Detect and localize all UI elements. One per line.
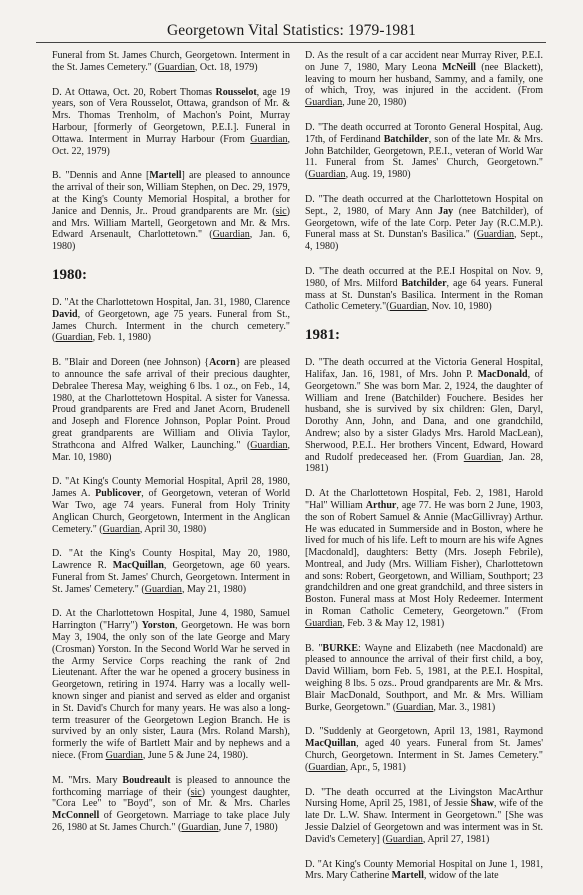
surname: Arthur (365, 499, 397, 511)
entry-text: , Mar. 3., 1981) (433, 701, 496, 713)
surname: Publicover (95, 488, 142, 500)
entry-text: D. At the Charlottetown Hospital, June 4, 1980, Samuel Harrington ("Harry") (52, 608, 290, 632)
record-entry (305, 726, 543, 773)
entry-text: , April 30, 1980) (139, 523, 207, 535)
source-citation: Guardian (250, 439, 288, 451)
entry-text: , Nov. 10, 1980) (426, 301, 492, 313)
entry-text: , of Georgetown, veteran of World War Two, age 74 years. Funeral from Holy Trinity Anglican Church, Georgetown, Interment in the Anglican Cemetery." ( (52, 488, 291, 535)
entry-text: , age 64 years. Funeral mass at St. Dunstan's Basilica. Interment in the Roman Catholic Cemetery."( (305, 277, 543, 313)
right-column (305, 50, 543, 895)
title-rule (36, 42, 546, 43)
year-heading: 1981: (305, 327, 340, 344)
source-citation: Guardian (305, 617, 343, 629)
record-entry (305, 122, 543, 181)
entry-text: , Feb. 1, 1980) (92, 332, 151, 344)
surname: Yorston (141, 620, 175, 632)
entry-text: , age 77. He was born 2 June, 1903, the son of Robert Samuel & Annie (MacGillivray) Arthur. He was educated in Summerside and in Boston, where he lived for much of his life. Left to mourn are his wife Agnes [Macdonald], daughters: Betty (Mrs. Joseph Febrile), Montreal, and Judy (Mrs. William Fisher), Charlottetown and sons: Robert, Georgetown, and William, Southport; 23 grandchildren and one great grandchild, and three sisters in Boston. Funeral mass at Most Holy Redeemer. Interment in Roman Catholic Cemetery, Georgetown." (From (305, 499, 544, 618)
record-entry (52, 476, 290, 535)
left-column (52, 50, 290, 847)
entry-text: is pleased to announce the forthcoming marriage of their ( (52, 774, 291, 798)
entry-text: } are pleased to announce the safe arrival of their precious daughter, Debralee Theresa May, weighing 6 lbs. 1 oz., on Feb., 14, 1980, at the Charlottetown Hospital. A sister for Vanessa. Proud grandparents are Fred and Janet Acorn, Brudenell and Joseph and Florence Johnson, Poplar Point. Proud great grandparents are William and Olivia Taylor, Strathcona and Alfred Walker, Launching." ( (52, 357, 290, 451)
source-citation: sic (275, 205, 287, 217)
surname: Batchilder (383, 133, 429, 145)
surname: McConnell (52, 810, 100, 822)
entry-text: ) and Mrs. William Martell, Georgetown and Mr. & Mrs. Edward Arsenault, Charlottetown." ( (52, 205, 290, 241)
entry-text: , June 7, 1980) (218, 822, 278, 834)
entry-text: M. "Mrs. Mary (52, 774, 123, 786)
entry-text: , son of the late Mr. & Mrs. John Batchilder, Georgetown, P.E.I., veteran of World War 11. Funeral from St. James' Church, Georgetown." ( (305, 133, 544, 181)
record-entry (52, 297, 290, 344)
entry-text: , Georgetown, age 60 years. Funeral from St. James' Church, Georgetown. Interment in St. James' Cemetery." ( (52, 560, 290, 595)
entry-text: ) youngest daughter, "Cora Lee" to "Boyd", son of Mr. & Mrs. Charles (52, 786, 290, 810)
entry-text: D. "At King's County Memorial Hospital, April 28, 1980, James A. (52, 476, 290, 500)
record-entry (52, 357, 290, 463)
entry-text: (nee Blackett), leaving to mourn her husband, Sammy, and a family, one of which, Troy, was injured in the accident. (From (305, 61, 543, 97)
entry-text: , wife of the late Dr. L.W. Shaw. Interment in Georgetown." [She was Jessie Dalziel of Georgetown and was interment was in St. David's Cemetery] ( (305, 798, 543, 845)
entry-text: D. "The death occurred at the Victoria General Hospital, Halifax, Jan. 16, 1981, of Mrs. John P. (305, 357, 543, 380)
entry-text: , Oct. 22, 1979) (52, 133, 290, 157)
entry-text: D. "At the Charlottetown Hospital, Jan. 31, 1980, Clarence (52, 296, 290, 308)
record-entry (305, 488, 543, 630)
entry-text: D. At Ottawa, Oct. 20, Robert Thomas (52, 86, 216, 98)
source-citation: Guardian (55, 332, 93, 344)
surname: Martell (391, 870, 424, 882)
entry-text: , April 27, 1981) (422, 833, 490, 845)
surname: Boudreault (122, 774, 171, 786)
entry-text: D. "The death occurred at the Charlottetown Hospital on Sept., 2, 1980, of Mary Ann (305, 193, 543, 217)
surname: MacDonald (477, 368, 528, 380)
entry-text: , widow of the late (423, 870, 499, 882)
record-entry (305, 50, 543, 109)
entry-text: : Wayne and Elizabeth (nee Macdonald) are pleased to announce the arrival of their first child, a boy, David William, born Feb. 5, 1981, at the P.E.I. Hospital, weighing 8 lbs. 5 ozs.. Proud grandparents are Mr. & Mrs. Blair MacDonald, Southport, and Mr. & Mrs. William Burke, Georgetown." ( (305, 642, 543, 713)
surname: Martell (149, 170, 182, 182)
source-citation: Guardian (385, 833, 423, 845)
source-citation: Guardian (305, 97, 343, 109)
entry-text: , age 19 years, son of Vera Rousselot, Ottawa, grandson of Mr. & Mrs. Thomas Trenholm, of Machon's Point, Murray Harbour, [formerly of Georgetown, P.E.I.]. Funeral in Ottawa. Interment in Murray Harbour (From (52, 86, 290, 145)
entry-text: (nee Batchilder), of Georgetown, wife of the late Corp. Peter Jay (R.C.M.P.). Funeral mass at St. Dunstan's Basilica." ( (305, 205, 543, 241)
entry-text: , Apr., 5, 1981) (345, 761, 406, 773)
entry-text: B. "Dennis and Anne [ (52, 170, 150, 182)
record-entry (305, 357, 543, 475)
entry-text: , Mar. 10, 1980) (52, 439, 290, 463)
record-entry (52, 87, 290, 158)
source-citation: Guardian (476, 229, 515, 241)
entry-text: D. "The death occurred at the Livingston MacArthur Nursing Home, April 25, 1981, of Jessie (305, 786, 543, 810)
entry-text: , Oct. 18, 1979) (194, 61, 258, 73)
source-citation: Guardian (308, 169, 346, 181)
source-citation: Guardian (157, 61, 195, 73)
source-citation: Guardian (308, 761, 346, 773)
surname: Jay (438, 205, 454, 217)
entry-text: B. " (305, 642, 323, 654)
surname: Rousselot (215, 86, 257, 98)
entry-text: , Georgetown. He was born May 3, 1904, the only son of the late George and Mary (Crosman) Yorston. In the Second World War he served in the Army Service Corps reaching the rank of 2nd Lieutenant. After the war he opened a grocery business in Georgetown, retiring in 1974. Harry was a locally well-known singer and pianist and served as elder and organist in St. David's Church for many years. He was also a long-term treasurer of the Georgetown Legion Branch. He is survived by an only sister, Laura (Mrs. Roland Marsh), formerly the wife of Bartlett Mair and by nephews and a niece. (From (52, 620, 290, 762)
surname: BURKE (322, 642, 358, 654)
record-entry (305, 643, 543, 714)
record-entry (305, 859, 543, 883)
surname: David (52, 308, 78, 320)
entry-text: D. "Suddenly at Georgetown, April 13, 1981, Raymond (305, 726, 543, 738)
entry-text: , aged 40 years. Funeral from St. James' Church, Georgetown. Interment in St. James Cemetery." ( (305, 738, 543, 773)
entry-text: , Jan. 28, 1981) (305, 451, 543, 475)
surname: Shaw (470, 798, 494, 810)
entry-text: , June 20, 1980) (342, 97, 407, 109)
record-entry (305, 194, 543, 253)
entry-text: D. At the Charlottetown Hospital, Feb. 2, 1981, Harold "Hal" William (305, 488, 543, 511)
entry-text: , May 21, 1980) (181, 583, 247, 595)
entry-text: , Sept., 4, 1980) (305, 229, 543, 253)
source-citation: Guardian (105, 750, 143, 762)
record-entry (52, 50, 290, 74)
entry-text: , of Georgetown." She was born Mar. 2, 1924, the daughter of William and Irene (Batchilder) Fouchere. Besides her husband, she is survived by six children: Glen, Daryl, Dorothy Ann, John, and Dana, and one grandchild, Andrew; also by a sister Gladys Mrs. Harold MacLean), Sherwood, P.E.I.. Her brothers Vincent, Edward, Howard and Rudolf predeceased her. (From (305, 368, 543, 463)
source-citation: Guardian (463, 451, 501, 463)
entry-text: Funeral from St. James Church, Georgetown. Interment in the St. James Cemetery." ( (52, 50, 290, 73)
entry-text: D. "The death occurred at Toronto General Hospital, Aug. 17th, of Ferdinand (305, 121, 543, 145)
year-heading: 1980: (52, 266, 87, 283)
surname: Acorn (209, 357, 236, 369)
entry-text: D. "At the King's County Hospital, May 20, 1980, Lawrence R. (52, 548, 290, 572)
entry-text: D. "At King's County Memorial Hospital on June 1, 1981, Mrs. Mary Catherine (305, 858, 543, 882)
source-citation: Guardian (102, 523, 140, 535)
source-citation: Guardian (181, 822, 219, 834)
entry-text: ] are pleased to announce the arrival of their son, William Stephen, on Dec. 29, 1979, at the King's County Memorial Hospital, a brother for Janice and Dennis, Jr.. Proud grandparents are Mr. ( (52, 170, 290, 217)
record-entry (52, 548, 290, 595)
record-entry (305, 266, 543, 313)
entry-text: , of Georgetown, age 75 years. Funeral from St., James Church. Interment in the church cemetery." ( (52, 308, 290, 344)
source-citation: Guardian (389, 301, 427, 313)
source-citation: Guardian (396, 701, 434, 713)
record-entry (52, 608, 290, 761)
entry-text: , Jan. 6, 1980) (52, 229, 290, 253)
entry-text: of Georgetown. Marriage to take place July 26, 1980 at St. James Church." ( (52, 810, 290, 834)
source-citation: Guardian (144, 583, 182, 595)
source-citation: Guardian (212, 229, 250, 241)
entry-text: D. "The death occurred at the P.E.I Hospital on Nov. 9, 1980, of Mrs. Milford (305, 265, 543, 289)
surname: MacQuillan (305, 738, 357, 750)
source-citation: Guardian (250, 133, 288, 145)
entry-text: , Feb. 3 & May 12, 1981) (342, 617, 445, 629)
surname: MacQuillan (112, 560, 164, 572)
entry-text: , June 5 & June 24, 1980). (142, 750, 249, 762)
entry-text: B. "Blair and Doreen (nee Johnson) { (52, 357, 210, 369)
page-title: Georgetown Vital Statistics: 1979-1981 (167, 22, 416, 39)
entry-text: , Aug. 19, 1980) (345, 169, 411, 181)
source-citation: sic (190, 786, 202, 798)
record-entry (52, 170, 290, 253)
surname: McNeill (442, 61, 476, 73)
entry-text: D. As the result of a car accident near Murray River, P.E.I. on June 7, 1980, Mary Leona (305, 50, 543, 73)
record-entry (52, 775, 290, 834)
surname: Batchilder (401, 277, 447, 289)
record-entry (305, 787, 543, 846)
